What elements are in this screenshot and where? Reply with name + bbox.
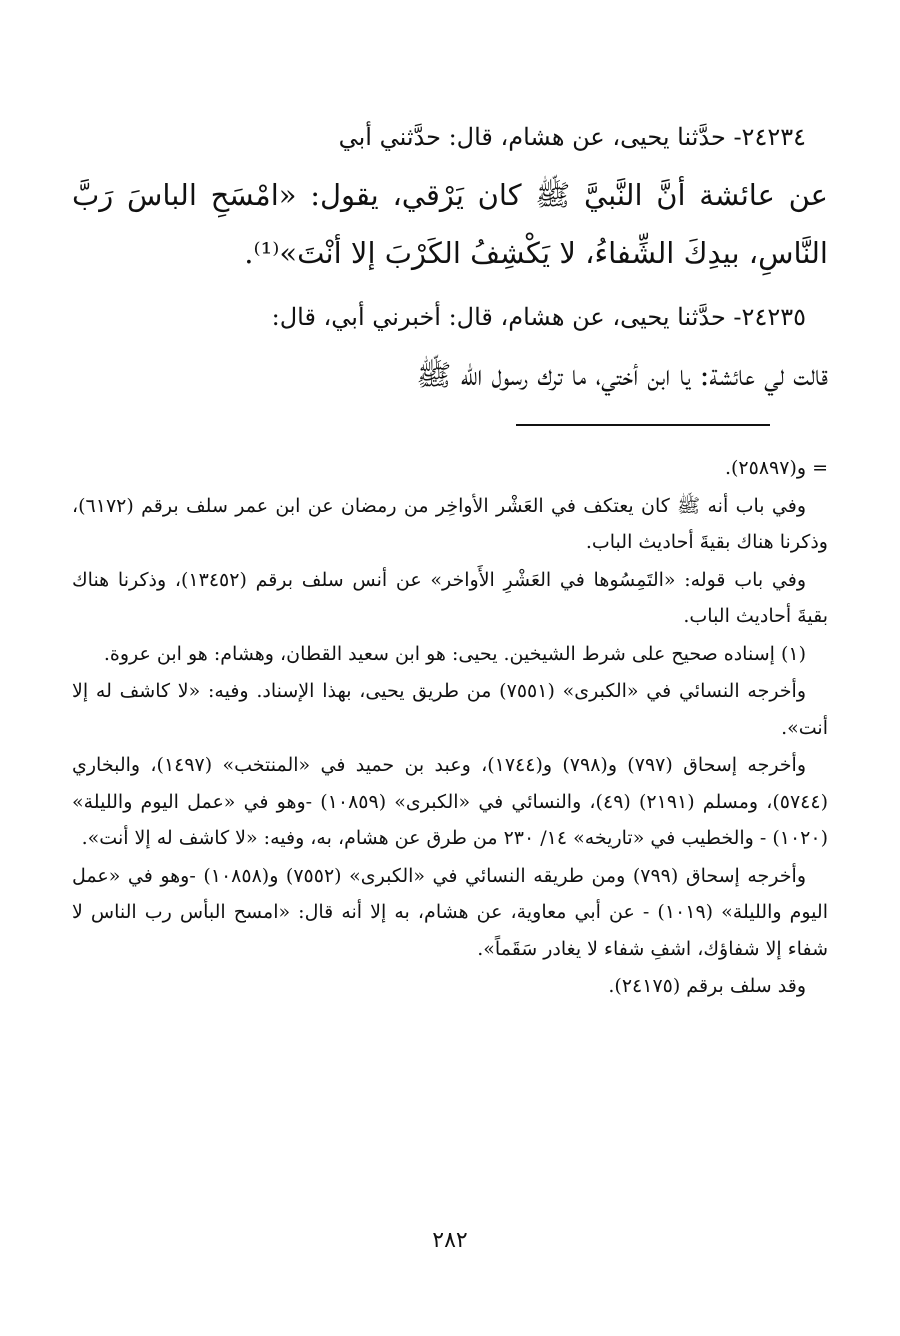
footnote-paragraph: وفي باب أنه ﷺ كان يعتكف في العَشْر الأواخِر من رمضان عن ابن عمر سلف برقم (٦١٧٢)، وذكرنا هناك بقيةَ أحاديث الباب. — [72, 494, 828, 553]
hadith-24234 — [72, 108, 828, 282]
footnote-paragraph: وفي باب قوله: «التَمِسُوها في العَشْرِ الأَواخر» عن أنس سلف برقم (١٣٤٥٢)، وذكرنا هناك بقيةَ أحاديث الباب. — [72, 568, 828, 627]
footnote-separator — [72, 416, 828, 446]
footnote-paragraph: وأخرجه النسائي في «الكبرى» (٧٥٥١) من طريق يحيى، بهذا الإسناد. وفيه: «لا كاشف له إلا أنت». — [72, 680, 828, 739]
hadith-24235 — [72, 288, 828, 404]
hadith-matn: قالت لي عائشة: يا ابن أختي، ما ترك رسول الله ﷺ — [416, 358, 828, 392]
hadith-matn: عن عائشة أنَّ النَّبيَّ ﷺ كان يَرْقي، يقول: «امْسَحِ الباسَ رَبَّ النَّاسِ، بيدِكَ الشِّفاءُ، لا يَكْشِفُ الكَرْبَ إلا أنْتَ»⁽¹⁾. — [72, 178, 828, 270]
footnote-paragraph: وأخرجه إسحاق (٧٩٧) و(٧٩٨) و(١٧٤٤)، وعبد بن حميد في «المنتخب» (١٤٩٧)، والبخاري (٥٧٤٤)، ومسلم (٢١٩١) (٤٩)، والنسائي في «الكبرى» (١٠٨٥٩) -وهو في «عمل اليوم والليلة» (١٠٢٠) - والخطيب في «تاريخه» ١٤/ ٢٣٠ من طرق عن هشام، به، وفيه: «لا كاشف له إلا أنت». — [72, 754, 829, 849]
footnote-paragraph: = و(٢٥٨٩٧). — [724, 457, 828, 479]
hadith-isnad-line: ٢٤٢٣٤- حدَّثنا يحيى، عن هشام، قال: حدَّثني أبي — [338, 123, 806, 151]
hadith-isnad-line: ٢٤٢٣٥- حدَّثنا يحيى، عن هشام، قال: أخبرني أبي، قال: — [271, 303, 806, 331]
footnote-paragraph: (١) إسناده صحيح على شرط الشيخين. يحيى: هو ابن سعيد القطان، وهشام: هو ابن عروة. — [103, 642, 806, 665]
page-number: ٢٨٢ — [432, 1228, 468, 1253]
separator-line — [516, 424, 770, 426]
footnote-paragraph: وقد سلف برقم (٢٤١٧٥). — [608, 975, 806, 997]
footnote-paragraph: وأخرجه إسحاق (٧٩٩) ومن طريقه النسائي في «الكبرى» (٧٥٥٢) و(١٠٨٥٨) -وهو في «عمل اليوم والليلة» (١٠١٩) - عن أبي معاوية، عن هشام، به إلا أنه قال: «امسح البأس رب الناس لا شفاء إلا شفاؤك، اشفِ شفاء لا يغادر سَقَماً». — [72, 864, 828, 960]
page-body — [72, 108, 828, 1005]
footnotes — [72, 450, 828, 1005]
